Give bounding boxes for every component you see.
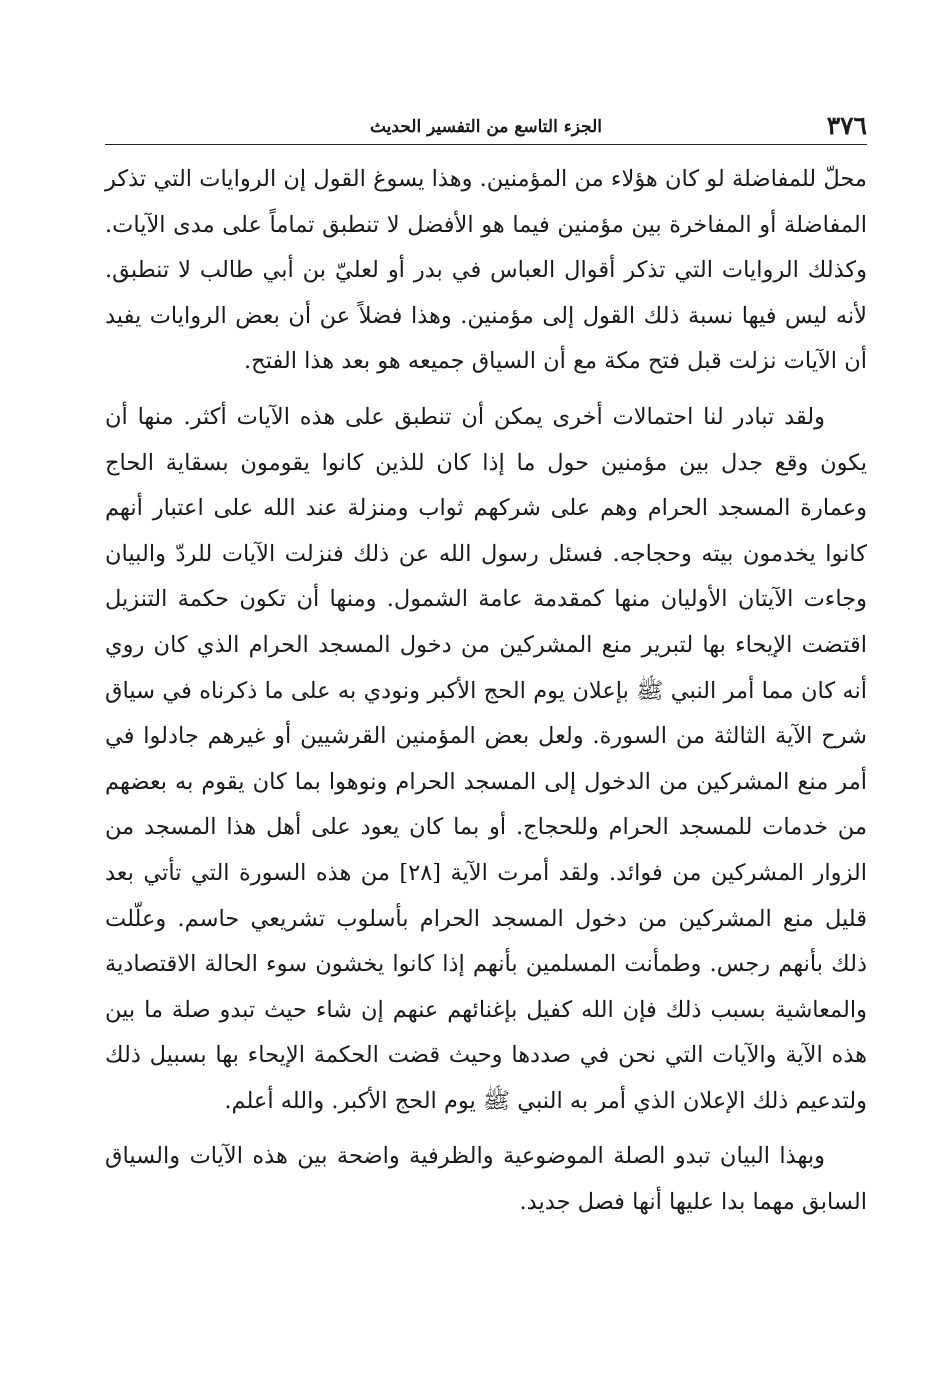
page-header [105, 108, 867, 145]
paragraph-3: وبهذا البيان تبدو الصلة الموضوعية والظرفية واضحة بين هذه الآيات والسياق السابق مهما بدا عليها أنها فصل جديد. [105, 1143, 867, 1216]
running-title: الجزء التاسع من التفسير الحديث [369, 117, 602, 137]
page-number: ٣٧٦ [826, 111, 867, 140]
page-body [105, 157, 867, 1226]
paragraph-2: ولقد تبادر لنا احتمالات أخرى يمكن أن تنطبق على هذه الآيات أكثر. منها أن يكون وقع جدل بين مؤمنين حول ما إذا كان للذين كانوا يقومون بسقاية الحاج وعمارة المسجد الحرام وهم على شركهم ثواب ومنزلة عند الله على اعتبار أنهم كانوا يخدمون بيته وحجاجه. فسئل رسول الله عن ذلك فنزلت الآيات للردّ والبيان وجاءت الآيتان الأوليان منها كمقدمة عامة الشمول. ومنها أن تكون حكمة التنزيل اقتضت الإيحاء بها لتبرير منع المشركين من دخول المسجد الحرام الذي كان روي أنه كان مما أمر النبي ﷺ بإعلان يوم الحج الأكبر ونودي به على ما ذكرناه في سياق شرح الآية الثالثة من السورة. ولعل بعض المؤمنين القرشيين أو غيرهم جادلوا في أمر منع المشركين من الدخول إلى المسجد الحرام ونوهوا بما كان يقوم به بعضهم من خدمات للمسجد الحرام وللحجاج. أو بما كان يعود على أهل هذا المسجد من الزوار المشركين من فوائد. ولقد أمرت الآية [٢٨] من هذه السورة التي تأتي بعد قليل منع المشركين من دخول المسجد الحرام بأسلوب تشريعي حاسم. وعلّلت ذلك بأنهم رجس. وطمأنت المسلمين بأنهم إذا كانوا يخشون سوء الحالة الاقتصادية والمعاشية بسبب ذلك فإن الله كفيل بإغنائهم عنهم إن شاء حيث تبدو صلة ما بين هذه الآية والآيات التي نحن في صددها وحيث قضت الحكمة الإيحاء بها بسبيل ذلك ولتدعيم ذلك الإعلان الذي أمر به النبي ﷺ يوم الحج الأكبر. والله أعلم. [105, 403, 867, 1114]
paragraph-1: محلّ للمفاضلة لو كان هؤلاء من المؤمنين. وهذا يسوغ القول إن الروايات التي تذكر المفاضلة أو المفاخرة بين مؤمنين فيما هو الأفضل لا تنطبق تماماً على مدى الآيات. وكذلك الروايات التي تذكر أقوال العباس في بدر أو لعليّ بن أبي طالب لا تنطبق. لأنه ليس فيها نسبة ذلك القول إلى مؤمنين. وهذا فضلاً عن أن بعض الروايات يفيد أن الآيات نزلت قبل فتح مكة مع أن السياق جميعه هو بعد هذا الفتح. [105, 166, 867, 375]
